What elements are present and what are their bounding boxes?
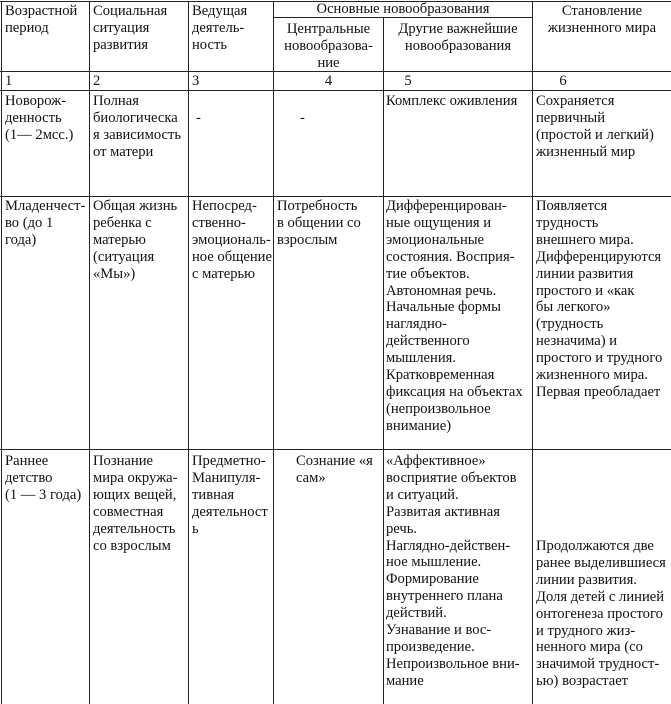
row-newborn-leading: - (196, 110, 201, 126)
row-early-childhood-age: Раннее детство (1 — 3 года) (5, 453, 82, 503)
header-central: Центральные новообразова- ние (284, 21, 373, 71)
row-early-childhood-social: Познание мира окружа- ющих вещей, совместная деятельность со взрослым (93, 453, 178, 554)
row-newborn-life-world: Сохраняется первичный (простой и легкий) жизненный мир (536, 93, 654, 160)
col-number-1: 1 (5, 73, 13, 89)
header-new-formations: Основные новообразования (316, 1, 490, 17)
header-social-situation: Социальная ситуация развития (93, 3, 168, 53)
col-number-4: 4 (324, 73, 333, 89)
row-infancy-life-world: Появляется трудность внешнего мира. Дифференцируются линии развития простого и «как бы легкого» (трудность незначима) и простого и трудного жизненного мира. Первая преобладает (536, 198, 663, 400)
col-number-5: 5 (404, 73, 412, 89)
row-infancy-social: Общая жизнь ребенка с матерью (ситуация «Мы») (93, 198, 178, 282)
row-early-childhood-other: «Аффективное» восприятие объектов и ситуаций. Развитая активная речь. Наглядно-действен- ное мышление. Формирование внутреннего плана действий. Узнавание и вос- произведение. Непроизвольное вни- мание (386, 453, 520, 689)
rule-row2-bottom (0, 449, 671, 450)
row-newborn-central: - (300, 110, 305, 126)
rule-col-4 (383, 17, 384, 704)
rule-row1-bottom (0, 196, 671, 197)
row-infancy-other: Дифференцирован- ные ощущения и эмоциональные состояния. Восприя- тие объектов. Автономная речь. Начальные формы наглядно- действенного мышления. Кратковременная фиксация на объектах (непроизвольное внимание) (386, 198, 523, 434)
col-number-6: 6 (559, 73, 567, 89)
row-infancy-central: Потребность в общении со взрослым (277, 198, 361, 248)
header-leading-activity: Ведущая деятель- ность (192, 3, 248, 53)
rule-col-5 (532, 1, 533, 704)
rule-col-3 (273, 1, 274, 704)
header-other: Другие важнейшие новообразования (398, 21, 518, 54)
rule-numbers-bottom (0, 90, 671, 91)
row-early-childhood-leading: Предметно- Манипуля- тивная деятельност ь (192, 453, 268, 537)
row-newborn-age: Новорож- денность (1— 2мсс.) (5, 93, 74, 143)
col-number-2: 2 (93, 73, 101, 89)
row-newborn-social: Полная биологическа я зависимость от матери (93, 93, 181, 160)
rule-col-2 (188, 1, 189, 704)
col-number-3: 3 (192, 73, 200, 89)
row-infancy-age: Младенчест- во (до 1 года) (5, 198, 86, 248)
header-life-world: Становление жизненного мира (547, 3, 657, 36)
row-newborn-other: Комплекс оживления (386, 93, 518, 109)
row-infancy-leading: Непосред- ственно- эмоциональ- ное общение с матерью (192, 198, 272, 282)
row-early-childhood-central: Сознание «я сам» (296, 453, 373, 486)
rule-col-left (1, 1, 2, 704)
header-age-period: Возрастной период (5, 3, 78, 36)
row-early-childhood-life-world: Продолжаются две ранее выделившиеся линии развития. Доля детей с линией онтогенеза простого и трудного жиз- ненного мира (со значимой трудност- ью) возрастает (536, 538, 666, 690)
rule-col-1 (89, 1, 90, 704)
